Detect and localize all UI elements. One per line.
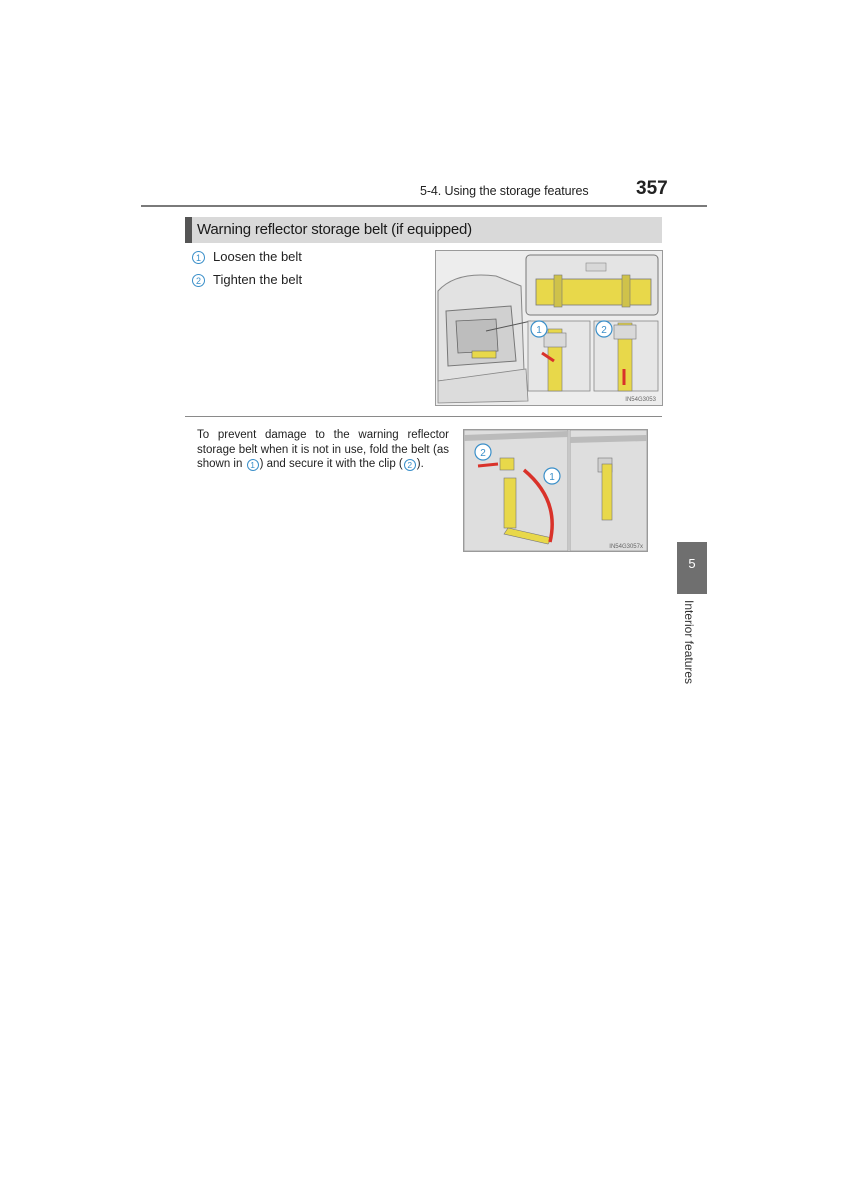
step-item [192,272,302,287]
chapter-label: Interior features [682,600,696,685]
note-paragraph [197,428,449,472]
figure1-callout-2: 2 [601,325,607,336]
header-rule [141,205,707,207]
step-item [192,249,302,264]
figure-belt-illustration [435,250,663,406]
note-text: ). [416,458,424,470]
page-number: 357 [636,178,668,199]
section-title-accent [185,217,192,243]
figure2-code: IN54G3057x [609,544,643,550]
section-title: Warning reflector storage belt (if equipped) [197,221,472,238]
figure2-callout-2: 2 [480,448,486,459]
figure1-code: IN54G3053 [625,397,656,403]
step-label: Tighten the belt [213,272,303,287]
note-ref-1-icon: 1 [247,459,259,471]
step-label: Loosen the belt [213,249,302,264]
fold-diagram-illustration [464,430,647,551]
step-number-icon: 1 [192,251,205,264]
note-text: To prevent damage to the warning reflector storage belt when it is not in use, fold the belt (as shown in [197,429,449,470]
figure1-callout-1: 1 [536,325,542,336]
note-ref-2-icon: 2 [404,459,416,471]
step-number-icon: 2 [192,274,205,287]
chapter-tab: 5 [677,542,707,594]
header-section-title: 5-4. Using the storage features [420,184,589,198]
belt-diagram-illustration [436,251,662,405]
section-divider [185,416,662,417]
figure-fold-illustration [463,429,648,552]
note-text: ) and secure it with the clip ( [259,458,403,470]
figure2-callout-1: 1 [549,472,555,483]
